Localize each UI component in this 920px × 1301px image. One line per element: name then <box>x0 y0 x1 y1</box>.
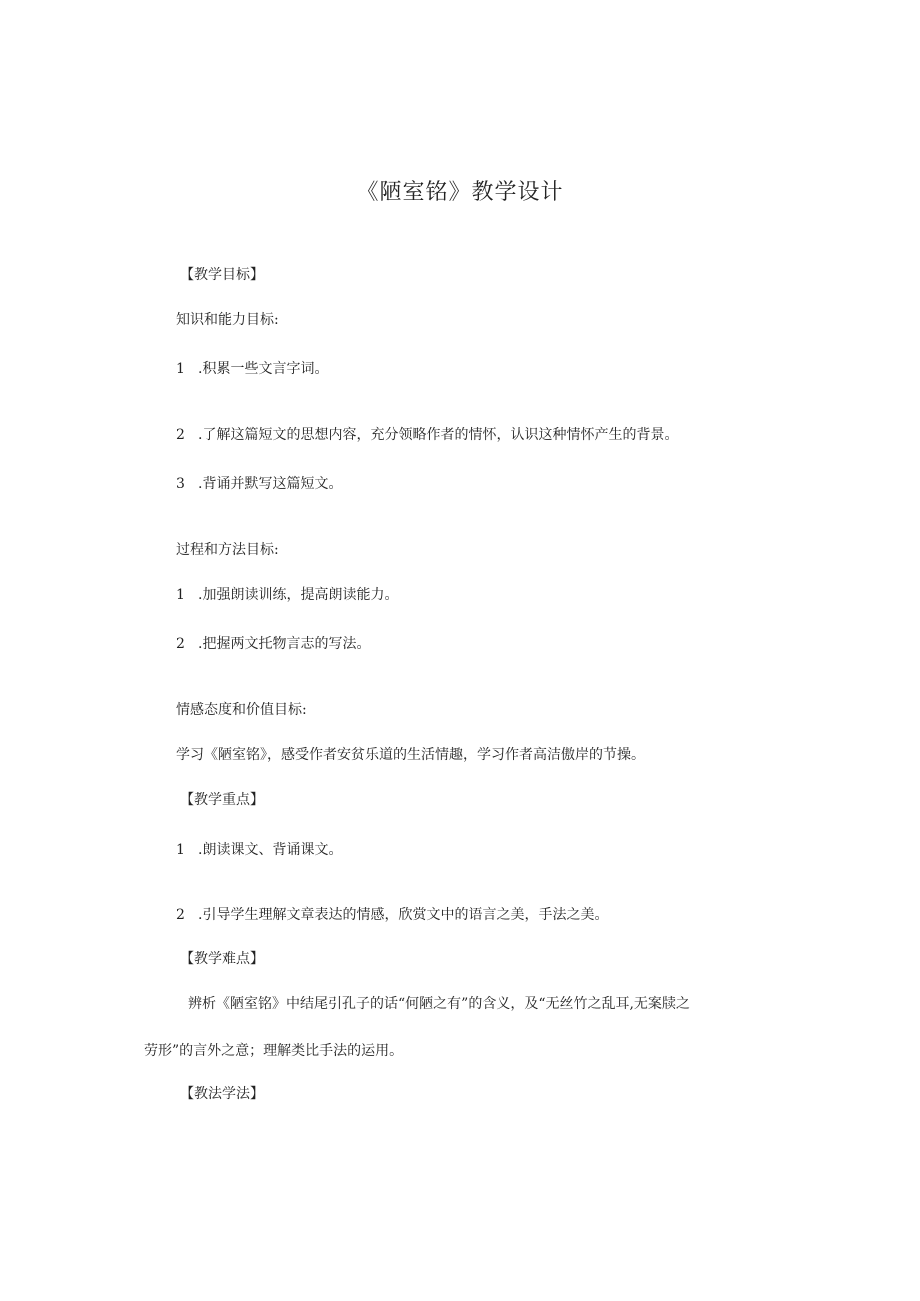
method-heading: 【教法学法】 <box>180 1086 264 1102</box>
item-text: .加强朗读训练，提高朗读能力。 <box>198 587 399 603</box>
process-item-1 <box>176 586 398 604</box>
emotion-text: 学习《陋室铭》，感受作者安贫乐道的生活情趣，学习作者高洁傲岸的节操。 <box>176 747 645 763</box>
process-item-2 <box>176 635 370 653</box>
difficulty-line-1: 辨析《陋室铭》中结尾引孔子的话“何陋之有”的含义，及“无丝竹之乱耳,无案牍之 <box>188 996 690 1012</box>
page-title: 《陋室铭》教学设计 <box>356 180 564 205</box>
difficulty-heading: 【教学难点】 <box>180 951 264 967</box>
item-text: .背诵并默写这篇短文。 <box>198 476 343 492</box>
key-item-2 <box>176 906 608 924</box>
item-number: 2 <box>176 427 185 443</box>
item-number: 1 <box>176 587 185 603</box>
process-heading: 过程和方法目标: <box>176 542 279 558</box>
difficulty-line-2: 劳形”的言外之意；理解类比手法的运用。 <box>144 1043 404 1059</box>
item-number: 1 <box>176 842 185 858</box>
knowledge-item-3 <box>176 475 342 493</box>
item-text: .朗读课文、背诵课文。 <box>198 842 343 858</box>
key-item-1 <box>176 841 342 859</box>
item-number: 2 <box>176 636 185 652</box>
key-heading: 【教学重点】 <box>180 792 264 808</box>
item-number: 2 <box>176 907 185 923</box>
knowledge-item-2 <box>176 426 678 444</box>
knowledge-heading: 知识和能力目标: <box>176 312 279 328</box>
item-text: .积累一些文言字词。 <box>198 361 329 377</box>
objectives-heading: 【教学目标】 <box>180 267 264 283</box>
item-text: .了解这篇短文的思想内容，充分领略作者的情怀，认识这种情怀产生的背景。 <box>198 427 679 443</box>
item-number: 3 <box>176 476 185 492</box>
item-text: .把握两文托物言志的写法。 <box>198 636 371 652</box>
emotion-heading: 情感态度和价值目标: <box>176 702 307 718</box>
item-text: .引导学生理解文章表达的情感，欣赏文中的语言之美，手法之美。 <box>198 907 609 923</box>
item-number: 1 <box>176 361 185 377</box>
knowledge-item-1 <box>176 360 328 378</box>
